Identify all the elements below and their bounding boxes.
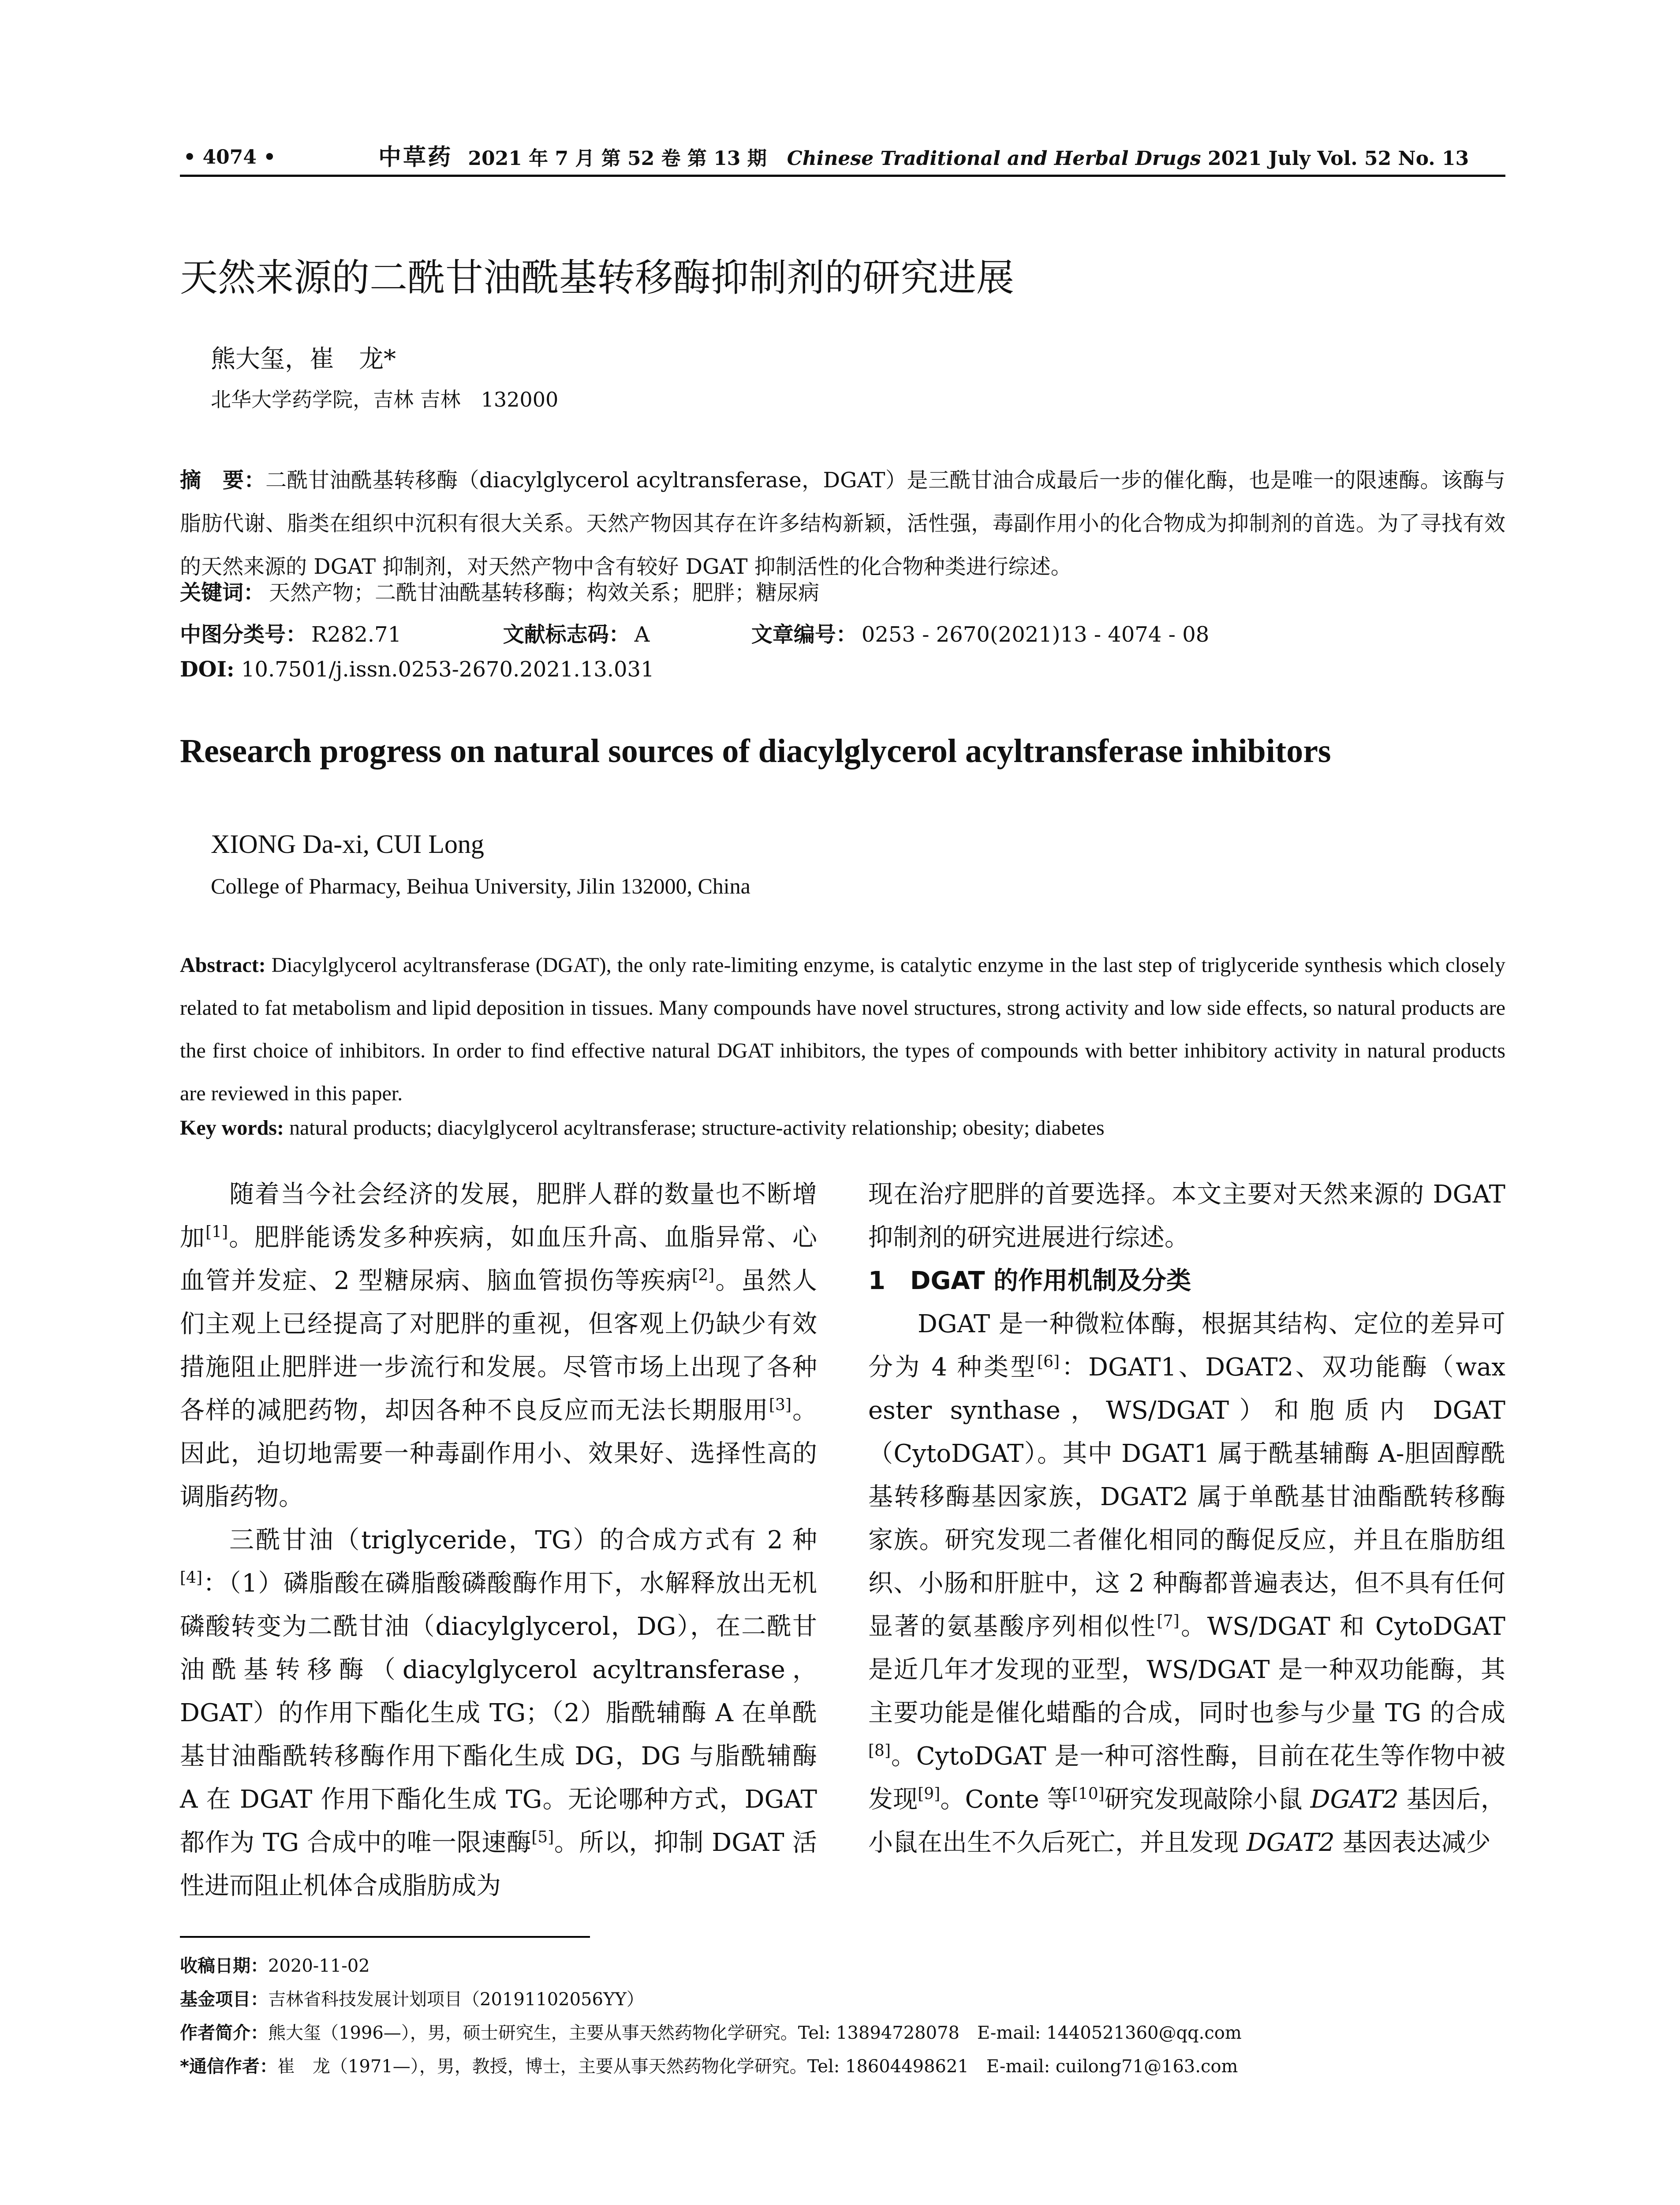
doi-label: DOI: — [180, 657, 235, 682]
clc-value: R282.71 — [311, 622, 402, 647]
citation: [6] — [1037, 1353, 1060, 1371]
footnote-fund: 基金项目：吉林省科技发展计划项目（20191102056YY） — [180, 1989, 644, 2010]
abstract-cn-text: 二酰甘油酰基转移酶（diacylglycerol acyltransferase，DGAT）是三酰甘油合成最后一步的催化酶，也是唯一的限速酶。该酶与脂肪代谢、脂类在组织中沉积有很大关系。天然产物因其存在许多结构新颖，活性强，毒副作用小的化合物成为抑制剂的首选。为了寻找有效的天然来源的 DGAT 抑制剂，对天然产物中含有较好 DGAT 抑制活性的化合物种类进行综述。 — [180, 468, 1505, 579]
body-column-left — [180, 1173, 817, 1908]
citation: [1] — [205, 1223, 228, 1241]
gene-name: DGAT2 — [1246, 1828, 1335, 1857]
footnote-received: 收稿日期：2020-11-02 — [180, 1956, 370, 1976]
citation: [4] — [180, 1569, 202, 1587]
citation: [2] — [692, 1266, 715, 1285]
classification-line — [180, 617, 1209, 648]
page-number: • 4074 • — [183, 146, 276, 168]
abstract-en-text: Diacylglycerol acyltransferase (DGAT), the only rate-limiting enzyme, is catalytic enzyme in the last step of triglyceride synthesis which closely related to fat metabolism and lipid deposition in tissues. Many compounds have novel structures, strong activity and low side effects, so natural products are the first choice of inhibitors. In order to find effective natural DGAT inhibitors, the types of compounds with better inhibitory activity in natural products are reviewed in this paper. — [180, 953, 1505, 1105]
affiliation-cn: 北华大学药学院，吉林 吉林 132000 — [211, 388, 559, 411]
issue-cn: 2021 年 7 月 第 52 卷 第 13 期 — [468, 147, 767, 170]
gene-name: DGAT2 — [1310, 1785, 1399, 1814]
citation: [10] — [1071, 1785, 1105, 1803]
citation: [5] — [531, 1828, 554, 1846]
footnote-divider — [180, 1936, 590, 1938]
abstract-en — [180, 944, 1505, 1115]
citation: [3] — [769, 1396, 791, 1414]
doi-line — [180, 657, 654, 682]
article-number-label: 文章编号： — [751, 622, 857, 647]
issue-en: 2021 July Vol. 52 No. 13 — [1207, 147, 1469, 170]
journal-name-cn: 中草药 — [378, 144, 453, 171]
body-paragraph: 现在治疗肥胖的首要选择。本文主要对天然来源的 DGAT 抑制剂的研究进展进行综述。 — [868, 1180, 1505, 1252]
keywords-cn-label: 关键词： — [180, 580, 265, 605]
citation: [7] — [1157, 1612, 1180, 1630]
abstract-cn — [180, 459, 1505, 588]
journal-info — [378, 140, 1469, 176]
doc-code-value: A — [634, 622, 650, 647]
body-column-right — [868, 1173, 1505, 1865]
doc-code-label: 文献标志码： — [503, 622, 630, 647]
abstract-en-label: Abstract: — [180, 953, 266, 977]
section-heading: 1 DGAT 的作用机制及分类 — [868, 1267, 1191, 1295]
footnote-corresponding: *通信作者：崔 龙（1971—），男，教授，博士，主要从事天然药物化学研究。Tel: 18604498621 E-mail: cuilong71@163.com — [180, 2056, 1238, 2077]
body-paragraph: DGAT 是一种微粒体酶，根据其结构、定位的差异可分为 4 种类型[6]：DGAT1、DGAT2、双功能酶（wax ester synthase，WS/DGAT）和胞质内 DGAT（CytoDGAT）。其中 DGAT1 属于酰基辅酶 A-胆固醇酰基转移酶基因家族，DGAT2 属于单酰基甘油酯酰转移酶家族。研究发现二者催化相同的酶促反应，并且在脂肪组织、小肠和肝脏中，这 2 种酶都普遍表达，但不具有任何显著的氨基酸序列相似性[7]。WS/DGAT 和 CytoDGAT 是近几年才发现的亚型，WS/DGAT 是一种双功能酶，其主要功能是催化蜡酯的合成，同时也参与少量 TG 的合成[8]。CytoDGAT 是一种可溶性酶，目前在花生等作物中被发现[9]。Conte 等[10]研究发现敲除小鼠 DGAT2 基因后，小鼠在出生不久后死亡，并且发现 DGAT2 基因表达减少 — [868, 1310, 1505, 1857]
footnotes — [180, 1949, 1242, 2083]
authors-cn: 熊大玺，崔 龙* — [211, 345, 396, 374]
citation: [9] — [918, 1785, 941, 1803]
running-header — [180, 140, 1505, 177]
keywords-en-label: Key words: — [180, 1116, 284, 1140]
journal-name-en: Chinese Traditional and Herbal Drugs — [787, 147, 1201, 170]
keywords-en — [180, 1116, 1105, 1140]
citation: [8] — [868, 1742, 891, 1760]
abstract-cn-label: 摘 要： — [180, 468, 265, 493]
article-title-cn: 天然来源的二酰甘油酰基转移酶抑制剂的研究进展 — [180, 256, 1014, 300]
authors-en: XIONG Da-xi, CUI Long — [211, 830, 484, 859]
article-title-en: Research progress on natural sources of diacylglycerol acyltransferase inhibitors — [180, 733, 1331, 770]
footnote-author: 作者简介：熊大玺（1996—），男，硕士研究生，主要从事天然药物化学研究。Tel: 13894728078 E-mail: 1440521360@qq.com — [180, 2023, 1242, 2043]
article-number-value: 0253 - 2670(2021)13 - 4074 - 08 — [861, 622, 1210, 647]
doi-value: 10.7501/j.issn.0253-2670.2021.13.031 — [241, 657, 654, 682]
keywords-cn-text: 天然产物；二酰甘油酰基转移酶；构效关系；肥胖；糖尿病 — [269, 580, 820, 605]
body-paragraph: 三酰甘油（triglyceride，TG）的合成方式有 2 种[4]：（1）磷脂酸在磷脂酸磷酸酶作用下，水解释放出无机磷酸转变为二酰甘油（diacylglycerol，DG），在二酰甘油酰基转移酶（diacylglycerol acyltransferase，DGAT）的作用下酯化生成 TG；（2）脂酰辅酶 A 在单酰基甘油酯酰转移酶作用下酯化生成 DG，DG 与脂酰辅酶 A 在 DGAT 作用下酯化生成 TG。无论哪种方式，DGAT 都作为 TG 合成中的唯一限速酶[5]。所以，抑制 DGAT 活性进而阻止机体合成脂肪成为 — [180, 1526, 817, 1900]
keywords-en-text: natural products; diacylglycerol acyltransferase; structure-activity relationship; obesity; diabetes — [289, 1116, 1105, 1140]
keywords-cn — [180, 576, 819, 606]
clc-label: 中图分类号： — [180, 622, 307, 647]
body-paragraph: 随着当今社会经济的发展，肥胖人群的数量也不断增加[1]。肥胖能诱发多种疾病，如血压升高、血脂异常、心血管并发症、2 型糖尿病、脑血管损伤等疾病[2]。虽然人们主观上已经提高了对肥胖的重视，但客观上仍缺少有效措施阻止肥胖进一步流行和发展。尽管市场上出现了各种各样的减肥药物，却因各种不良反应而无法长期服用[3]。因此，迫切地需要一种毒副作用小、效果好、选择性高的调脂药物。 — [180, 1180, 818, 1511]
affiliation-en: College of Pharmacy, Beihua University, Jilin 132000, China — [211, 874, 750, 898]
